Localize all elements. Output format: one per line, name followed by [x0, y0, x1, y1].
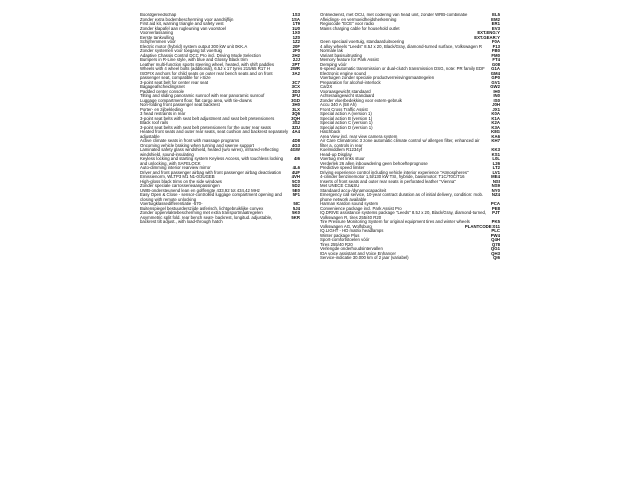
- option-code: K0A: [491, 111, 500, 116]
- option-code: PK5: [491, 219, 500, 224]
- option-code: PJT: [492, 210, 500, 215]
- option-description: Inserts of front seats and outer rear seats in perforated leather "Vienna": [320, 178, 456, 184]
- option-description: Electric motor (hybrid) system output 300 kW unit 0KK.A: [140, 43, 248, 49]
- option-description: Eerste tankvulling: [140, 34, 174, 40]
- equipment-code-list: [140, 13, 500, 469]
- option-description: Electronic engine sound: [320, 70, 366, 76]
- option-code: IN0: [493, 93, 500, 98]
- option-description: Active climate seats in front with massage programs: [140, 138, 240, 143]
- list-item: [320, 256, 500, 261]
- option-code: G08: [491, 61, 500, 67]
- option-description: Volkswagen AG, Wolfsburg: [320, 223, 372, 229]
- option-code: 5J4: [292, 205, 300, 211]
- option-description: Bagageafscheidingsnet: [140, 84, 185, 89]
- option-description: Easy Open & Close - sensor-controlled luggage compartment opening and closing with remote unlocking: [140, 192, 282, 202]
- option-description: Koelmiddlem R1234yf: [320, 147, 363, 152]
- option-description: Boordgereedschap: [140, 13, 177, 17]
- option-code: KH7: [491, 138, 500, 143]
- option-description: Buitenspiegel bestuurderszijde asferisch, lichtgebruiklijke convex: [140, 205, 264, 211]
- option-description: Black roof rails: [140, 120, 169, 125]
- option-description: Convenience package incl. Park Assist Pro: [320, 205, 402, 211]
- option-code: KK3: [491, 147, 500, 152]
- option-code: 1Z2: [292, 39, 300, 44]
- option-code: 4A4: [292, 129, 300, 134]
- option-code: PCA: [490, 201, 500, 206]
- option-description: Voorverlassaning: [140, 30, 173, 35]
- option-description: Voertuigklassedifferentiatie -570-: [140, 201, 203, 206]
- option-code: 5D2: [292, 183, 300, 188]
- option-description: Padded center console: [140, 88, 184, 94]
- option-code: NZ4: [491, 192, 500, 197]
- option-description: Zonder vloerbedekking voor extern-gebruik: [320, 97, 402, 103]
- option-code: 3QH: [291, 115, 300, 121]
- option-description: Air Care Climatronic 3 zone automatic climate control w/ allergen filter, enhanced air filter a. controls in rear: [320, 138, 480, 148]
- option-code: LV1: [492, 169, 500, 175]
- option-description: Auto-dimming interior rearview mirror: [140, 165, 211, 170]
- option-description: Afleidings- en vermoeidheidsherkenning: [320, 16, 397, 22]
- option-code: Q4H: [491, 237, 500, 242]
- list-item: [140, 216, 300, 225]
- option-code: 3FU: [291, 93, 300, 98]
- option-description: Demping vóór: [320, 61, 347, 67]
- option-description: High-gloss black trims on the side windows: [140, 178, 222, 184]
- option-description: IQ.DRIVE assistance systems package "Leeds" 8.5J x 20, Black/Gray, diamond-turned, Volkswagen R, tires 255/40 R20: [320, 210, 487, 220]
- option-description: Driver and front passenger airbag with front passenger airbag deactivation: [140, 169, 282, 175]
- option-code: Q78: [491, 241, 500, 247]
- option-code: K3A: [491, 124, 500, 130]
- option-code: QG1: [490, 246, 500, 251]
- option-description: Area View incl. rear view camera system: [320, 133, 398, 139]
- option-description: Tire Pressure Monitoring System for original equipment tires and winter wheels: [320, 219, 470, 224]
- option-description: Emissienorm, WLTP3 M1 N1-0/3UGEB: [140, 174, 215, 179]
- option-description: Preparation for alcohol-interlock: [320, 79, 381, 85]
- option-code: PW4: [490, 232, 500, 238]
- option-code: GW2: [490, 84, 500, 89]
- option-description: Sport-comfortstoelen vóór: [320, 237, 370, 242]
- option-code: 3D3: [292, 88, 300, 94]
- option-code: EV3: [491, 25, 500, 31]
- option-code: NSI: [492, 178, 500, 184]
- option-description: Porter- en zijbekleding: [140, 106, 183, 112]
- option-code: 5IC: [293, 201, 300, 206]
- option-code: 3C7: [292, 79, 300, 85]
- option-description: First aid kit, warning triangle and safety vest: [140, 21, 224, 26]
- option-code: PLANTCODE:011: [464, 223, 500, 229]
- option-description: Tilting and sliding panoramic sunroof with rear panoramic sunroof: [140, 93, 265, 98]
- option-code: 3CX: [291, 84, 300, 89]
- option-description: Regiocode "ECE" voor radio: [320, 21, 374, 26]
- option-description: Adaptive Chassis Control DCC Pro incl. Driving Mode Selection: [140, 52, 261, 58]
- option-code: 4I6: [294, 156, 300, 161]
- option-description: 3 head restraints in rear: [140, 111, 186, 116]
- option-description: UWB-ondersteunend lean en golflengte 433,92 tot 434,42 MHz: [140, 187, 260, 193]
- option-code: QI6: [493, 255, 500, 260]
- option-code: 2F0: [292, 48, 300, 53]
- option-description: 4 alloy wheels "Leeds" 8.5J x 20, Black/Gray, diamond-turned surface, Volkswagen R: [320, 43, 483, 49]
- option-description: Voertuig met links stuur: [320, 156, 365, 161]
- option-code: 3A2: [292, 70, 300, 76]
- option-code: 4L6: [292, 165, 300, 170]
- option-code: F13: [492, 43, 500, 49]
- option-description: Mains charging cable for household outlet: [320, 25, 400, 31]
- option-description: Tires 255/40 R20: [320, 241, 353, 247]
- option-code: L26: [492, 160, 500, 166]
- option-description: Accu 340 A (58 Ah): [320, 102, 357, 107]
- option-code: LT2: [492, 165, 500, 170]
- option-description: Harman Kardon sound system: [320, 201, 379, 206]
- list-item: [320, 27, 500, 32]
- option-code: 5KR: [291, 214, 300, 220]
- option-code: 4D8: [292, 138, 300, 143]
- option-code: 2WR: [290, 66, 300, 71]
- option-code: 1X0: [292, 30, 300, 35]
- option-code: GM4: [490, 70, 500, 76]
- option-code: 1SA: [291, 16, 300, 22]
- option-code: 3LX: [292, 106, 300, 112]
- option-description: Geen speciaal voertuig, standaarduitvoering: [320, 39, 405, 44]
- option-code: F0A: [491, 39, 500, 44]
- option-description: Voertuigen zonder speciale productverreisvingsmaatregelen: [320, 75, 435, 80]
- option-description: Heated front seats and outer rear seats, seat cushion and backrest separately adjustable: [140, 129, 289, 139]
- option-description: Asymmetric split fold. rear bench seat+ backrest, longitud. adjustable, backrest tilt adjust., with load-through hatch: [140, 214, 273, 224]
- option-code: 5E0: [292, 187, 300, 193]
- option-code: ME4: [491, 174, 500, 179]
- option-description: Onlinedienst, met OCU, met codering van head unit, zonder WRB-combinatie: [320, 13, 468, 17]
- option-code: NY0: [491, 187, 500, 193]
- option-code: GV1: [491, 79, 500, 85]
- option-description: Zonder extra bodembescherming voor aandrijflijn: [140, 16, 234, 22]
- option-code: IS0: [493, 97, 500, 103]
- option-description: 6-speed automatic transmission or dual-clutch transmission DSG, note: PR family EDF: [320, 66, 485, 71]
- option-code: GP0: [491, 75, 500, 80]
- option-description: Memory feature for Park Assist: [320, 57, 379, 62]
- option-description: Special action A (version 1): [320, 111, 372, 116]
- option-code: EM2: [491, 16, 500, 22]
- option-code: KA6: [491, 133, 500, 139]
- option-description: Leather multi-function sports steering wheel, heated, with shift paddles: [140, 61, 274, 67]
- option-description: Standaard accu-/dynamocapaciteit: [320, 187, 387, 193]
- option-description: Winter package Plus: [320, 232, 360, 238]
- option-code: 1Z0: [292, 34, 300, 40]
- option-code: 2JJ: [292, 57, 300, 62]
- option-description: Met UNECE CS&SU: [320, 183, 360, 188]
- option-description: Hatchback: [320, 129, 341, 134]
- option-code: QH3: [491, 250, 500, 256]
- option-code: 4G3: [291, 142, 300, 148]
- option-description: Zonder systemen voor toegang tot voertuig: [140, 48, 222, 53]
- right-column: [320, 13, 500, 261]
- option-code: 5F1: [292, 192, 300, 197]
- option-code: 3H0: [292, 102, 300, 107]
- option-description: 3-point seat belt for center rear seat: [140, 79, 209, 85]
- option-code: K1A: [491, 115, 500, 121]
- option-description: Wheels with 4 wheel bolts (additional), 6.5J x 17 tyres 215/65 R17 H: [140, 66, 270, 71]
- option-code: KS1: [491, 151, 500, 157]
- option-description: Service-indicatie 30.000 km of 2 jaar (variabel): [320, 255, 409, 260]
- option-code: 1T9: [292, 21, 300, 26]
- option-code: EXT.GEAR:Y: [474, 34, 500, 40]
- option-description: Head-up Display: [320, 151, 352, 157]
- option-description: 3-point seat belts with seat belt adjustment and seat belt pretensioners: [140, 115, 275, 121]
- option-code: 1U0: [292, 25, 300, 31]
- option-code: FM0: [491, 52, 500, 58]
- option-code: EXT.ENG:Y: [477, 30, 500, 35]
- option-description: Normale lak: [320, 48, 343, 53]
- option-description: Keyless locking and starting system Keyless Access, with touchless locking and unlocking, with SAFELOCK: [140, 156, 284, 166]
- option-code: FB0: [491, 48, 500, 53]
- option-description: Variant basisuitrusting: [320, 52, 362, 58]
- option-description: Non-folding front passenger seat backrest: [140, 102, 220, 107]
- option-description: Vooraasgewicht standaard: [320, 88, 371, 94]
- option-description: Emergency call service, 10-year contract duration as of initial delivery, condition: mob. phone network available: [320, 192, 484, 202]
- option-description: Zonder klapafel aan rugleuning van voorstoel: [140, 25, 226, 31]
- option-code: NS9: [491, 183, 500, 188]
- option-description: Verlengde onderhoudsintervallen: [320, 246, 383, 251]
- option-code: L0L: [492, 156, 500, 161]
- option-code: EL5: [492, 13, 500, 17]
- option-code: 5C0: [292, 178, 300, 184]
- option-code: 4UF: [291, 169, 300, 175]
- option-code: G1A: [491, 66, 500, 71]
- option-description: Verderlek 26 allen inbouwdering geen behoefteprognose: [320, 160, 428, 166]
- option-description: Driving experience control including vehicle interior experience "Atmospheres": [320, 169, 469, 175]
- option-code: 2PT: [292, 61, 300, 67]
- option-description: Achteraasgewicht standaard: [320, 93, 375, 98]
- option-code: 3Q6: [291, 111, 300, 116]
- option-code: 3S2: [292, 120, 300, 125]
- option-description: IQ.LIGHT - HD matrix headlamps: [320, 228, 384, 233]
- option-description: Front Cross Traffic Assist: [320, 106, 368, 112]
- option-description: ISOFIX anchors for child seats on outer rear bench seats and on front passenger seat, compatible for i-Size: [140, 70, 273, 80]
- option-code: PLC: [491, 228, 500, 233]
- option-code: 4GW: [290, 147, 300, 152]
- option-description: Laminated safety glass windshield, heated (w/o wires), infrared-reflecting windshield, sound-insulating: [140, 147, 279, 157]
- option-code: 3ZU: [291, 124, 300, 130]
- option-description: Predictive speed limiter: [320, 165, 365, 170]
- option-code: 1S3: [292, 13, 300, 17]
- option-code: PE8: [491, 205, 500, 211]
- option-description: Zonder speciale carrosserieaanpassingen: [140, 183, 220, 188]
- option-code: K8G: [491, 129, 500, 134]
- option-code: 2H2: [292, 52, 300, 58]
- option-code: ER1: [491, 21, 500, 26]
- option-description: Luggage compartment floor, flat cargo area, with tie-downs: [140, 97, 252, 103]
- left-column: [140, 13, 300, 225]
- option-code: FT4: [492, 57, 500, 62]
- option-code: J0H: [492, 102, 500, 107]
- option-description: Car2X: [320, 84, 333, 89]
- option-description: Oncoming vehicle braking when turning and swerve support: [140, 142, 254, 148]
- option-description: Special action C (version 1): [320, 120, 373, 125]
- option-description: IDA voice assistant and Voice Enhancer: [320, 250, 396, 256]
- option-code: 20F: [292, 43, 300, 49]
- option-code: IH0: [493, 88, 500, 94]
- option-description: Special action B (version 1): [320, 115, 373, 121]
- option-description: Bumpers in R-Line style, with blue and Glossy Black trim: [140, 57, 248, 62]
- option-code: 5K0: [292, 210, 300, 215]
- option-description: Schijfremmen vóór: [140, 39, 176, 44]
- option-code: JX1: [492, 106, 500, 112]
- option-code: 3GD: [291, 97, 300, 103]
- option-code: 4VH: [291, 174, 300, 179]
- option-code: K2A: [491, 120, 500, 125]
- option-description: Zonder oppervlaktebescherming met extra transportmaatregelen: [140, 210, 263, 215]
- option-description: 4-cilinder benzinemotor 1,5l/130 kW TSI, hybride, basismotor: T1C/T0C/T16: [320, 174, 465, 179]
- option-description: 3-point seat belts with seat belt pretensioners for the outer rear seats: [140, 124, 271, 130]
- option-description: Special action D (version 1): [320, 124, 373, 130]
